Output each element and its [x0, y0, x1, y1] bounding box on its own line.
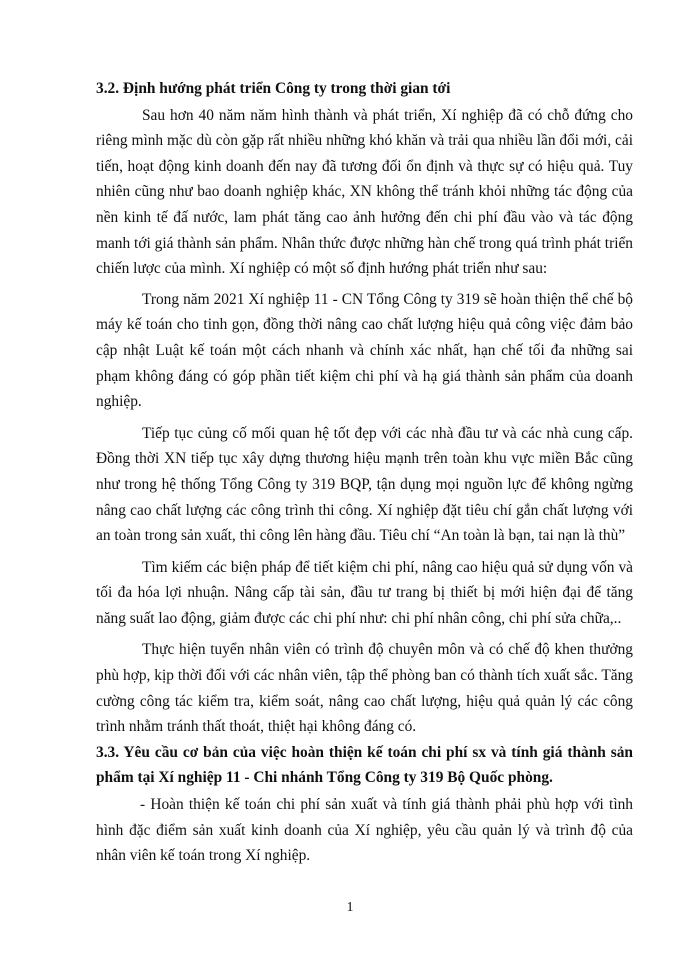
section-3-2-heading: 3.2. Định hướng phát triển Công ty trong thời gian tới [96, 80, 451, 97]
paragraph-3-2-4: Tìm kiếm các biện pháp để tiết kiệm chi phí, nâng cao hiệu quả sử dụng vốn và tối đa hóa lợi nhuận. Nâng cấp tài sản, đầu tư trang bị thiết bị mới hiện đại để tăng năng suất lao động, giảm được các chi phí như: chi phí nhân công, chi phí sửa chữa,.. [96, 558, 633, 627]
paragraph-3-2-5: Thực hiện tuyển nhân viên có trình độ chuyên môn và có chế độ khen thưởng phù hợp, kịp thời đối với các nhân viên, tập thể phòng ban có thành tích xuất sắc. Tăng cường công tác kiểm tra, kiểm soát, nâng cao chất lượng, hiệu quả quản lý các công trình nhằm tránh thất thoát, thiệt hại không đáng có. [96, 641, 633, 736]
paragraph-3-2-1: Sau hơn 40 năm năm hình thành và phát triển, Xí nghiệp đã có chỗ đứng cho riêng mình mặc dù còn gặp rất nhiều những khó khăn và trải qua nhiều lần đổi mới, cải tiến, hoạt động kinh doanh đến nay đã tương đối ổn định và thực sự có hiệu quả. Tuy nhiên cũng như bao doanh nghiệp khác, XN không thể tránh khỏi những tác động của nền kinh tế đấ nước, lam phát tăng cao ảnh hưởng đến chi phí đầu vào và tác động manh tới giá thành sản phẩm. Nhân thức được những hàn chế trong quá trình phát triển chiến lược của mình. Xí nghiệp có một số định hướng phát triển như sau: [96, 106, 633, 278]
page-number: 1 [346, 900, 354, 915]
section-3-3-heading: 3.3. Yêu cầu cơ bản của việc hoàn thiện kế toán chi phí sx và tính giá thành sản phẩm tại Xí nghiệp 11 - Chi nhánh Tổng Công ty 319 Bộ Quốc phòng. [96, 743, 633, 787]
paragraph-3-3-1: - Hoàn thiện kế toán chi phí sản xuất và tính giá thành phải phù hợp với tình hình đặc điểm sản xuất kinh doanh của Xí nghiệp, yêu cầu quản lý và trình độ của nhân viên kế toán trong Xí nghiệp. [96, 796, 633, 865]
paragraph-3-2-3: Tiếp tục củng cố mối quan hệ tốt đẹp với các nhà đầu tư và các nhà cung cấp. Đồng thời XN tiếp tục xây dựng thương hiệu mạnh trên toàn khu vực miền Bắc cũng như trong hệ thống Tổng Công ty 319 BQP, tận dụng mọi nguồn lực để không ngừng nâng cao chất lượng các công trình thi công. Xí nghiệp đặt tiêu chí gắn chất lượng với an toàn trong sản xuất, thi công lên hàng đầu. Tiêu chí “An toàn là bạn, tai nạn là thù” [96, 424, 633, 545]
page-content [96, 76, 633, 869]
paragraph-3-2-2: Trong năm 2021 Xí nghiệp 11 - CN Tổng Công ty 319 sẽ hoàn thiện thể chế bộ máy kế toán cho tinh gọn, đồng thời nâng cao chất lượng hiệu quả công việc đảm bảo cập nhật Luật kế toán một cách nhanh và chính xác nhất, hạn chế tối đa những sai phạm không đáng có góp phần tiết kiệm chi phí và hạ giá thành sản phẩm của doanh nghiệp. [96, 290, 633, 411]
